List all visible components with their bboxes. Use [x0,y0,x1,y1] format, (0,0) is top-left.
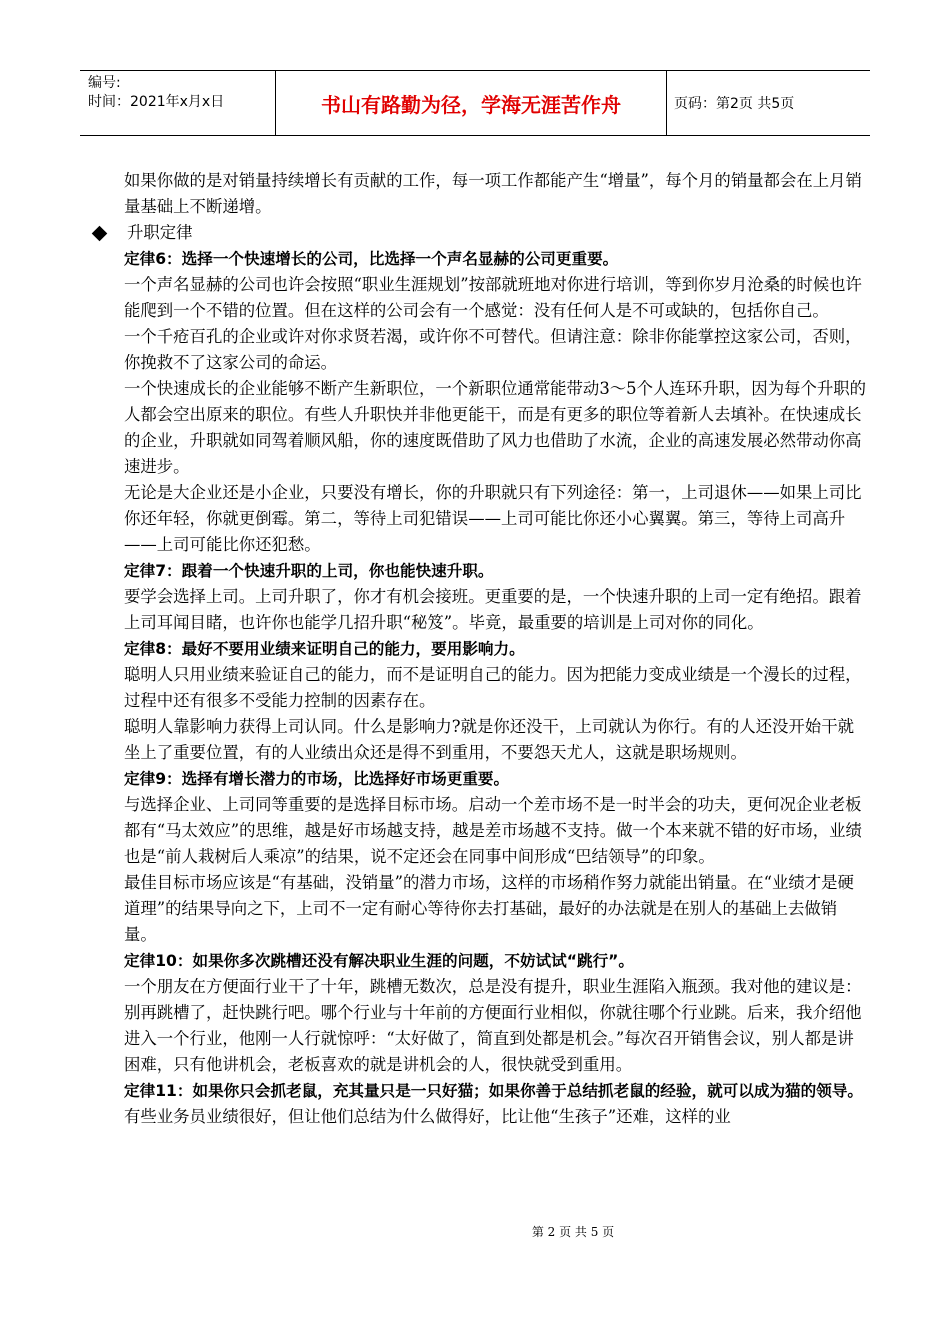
page-header [80,70,870,136]
paragraph: 一个声名显赫的公司也许会按照“职业生涯规划”按部就班地对你进行培训，等到你岁月沧桑的时候也许能爬到一个不错的位置。但在这样的公司会有一个感觉：没有任何人是不可或缺的，包括你自己。 [124,275,862,320]
document-date: 时间：2021年x月x日 [88,94,225,110]
paragraph: 一个快速成长的企业能够不断产生新职位，一个新职位通常能带动3～5个人连环升职，因为每个升职的人都会空出原来的职位。有些人升职快并非他更能干，而是有更多的职位等着新人去填补。在快速成长的企业，升职就如同驾着顺风船，你的速度既借助了风力也借助了水流，企业的高速发展必然带动你高速进步。 [124,379,867,476]
diamond-bullet-icon [92,225,108,241]
paragraph: 最佳目标市场应该是“有基础，没销量”的潜力市场，这样的市场稍作努力就能出销量。在“业绩才是硬道理”的结果导向之下，上司不一定有耐心等待你去打基础，最好的办法就是在别人的基础上去做销量。 [124,873,854,944]
paragraph: 要学会选择上司。上司升职了，你才有机会接班。更重要的是，一个快速升职的上司一定有绝招。跟着上司耳闻目睹，也许你也能学几招升职“秘笈”。毕竟，最重要的培训是上司对你的同化。 [124,587,862,632]
rule-heading: 定律9：选择有增长潜力的市场，比选择好市场更重要。 [124,770,510,788]
paragraph: 无论是大企业还是小企业，只要没有增长，你的升职就只有下列途径：第一，上司退休——如果上司比你还年轻，你就更倒霉。第二，等待上司犯错误——上司可能比你还小心翼翼。第三，等待上司高升——上司可能比你还犯愁。 [124,483,862,554]
paragraph: 一个朋友在方便面行业干了十年，跳槽无数次，总是没有提升，职业生涯陷入瓶颈。我对他的建议是：别再跳槽了，赶快跳行吧。哪个行业与十年前的方便面行业相似，你就往哪个行业跳。后来，我介绍他进入一个行业，他刚一人行就惊呼：“太好做了，简直到处都是机会。”每次召开销售会议，别人都是讲困难，只有他讲机会，老板喜欢的就是讲机会的人，很快就受到重用。 [124,977,862,1074]
paragraph: 如果你做的是对销量持续增长有贡献的工作，每一项工作都能产生“增量”，每个月的销量都会在上月销量基础上不断递增。 [124,171,862,216]
document-body [124,168,868,1130]
paragraph: 聪明人靠影响力获得上司认同。什么是影响力?就是你还没干，上司就认为你行。有的人还没开始干就坐上了重要位置，有的人业绩出众还是得不到重用，不要怨天尤人，这就是职场规则。 [124,717,854,762]
paragraph: 与选择企业、上司同等重要的是选择目标市场。启动一个差市场不是一时半会的功夫，更何况企业老板都有“马太效应”的思维，越是好市场越支持，越是差市场越不支持。做一个本来就不错的好市场，业绩也是“前人栽树后人乘凉”的结果，说不定还会在同事中间形成“巴结领导”的印象。 [124,795,862,866]
rule-heading: 定律10：如果你多次跳槽还没有解决职业生涯的问题，不妨试试“跳行”。 [124,952,635,970]
rule-heading: 定律11：如果你只会抓老鼠，充其量只是一只好猫；如果你善于总结抓老鼠的经验，就可以成为猫的领导。 [124,1082,864,1100]
rule-heading: 定律8：最好不要用业绩来证明自己的能力，要用影响力。 [124,640,525,658]
paragraph: 一个千疮百孔的企业或许对你求贤若渴，或许你不可替代。但请注意：除非你能掌控这家公司，否则，你挽救不了这家公司的命运。 [124,327,862,372]
document-number-label: 编号: [88,75,121,91]
page-footer [0,1223,950,1240]
rule-heading: 定律6：选择一个快速增长的公司，比选择一个声名显赫的公司更重要。 [124,250,619,268]
footer-page-number: 第 2 页 共 5 页 [531,1225,615,1239]
header-page-code: 页码：第2页 共5页 [674,96,795,112]
section-title: 升职定律 [127,223,193,242]
paragraph: 聪明人只用业绩来验证自己的能力，而不是证明自己的能力。因为把能力变成业绩是一个漫长的过程，过程中还有很多不受能力控制的因素存在。 [124,665,862,710]
header-meta [80,71,276,135]
paragraph: 有些业务员业绩很好，但让他们总结为什么做得好，比让他“生孩子”还难，这样的业 [124,1107,731,1126]
rule-heading: 定律7：跟着一个快速升职的上司，你也能快速升职。 [124,562,494,580]
header-motto: 书山有路勤为径，学海无涯苦作舟 [276,71,667,135]
section-heading [90,220,868,246]
